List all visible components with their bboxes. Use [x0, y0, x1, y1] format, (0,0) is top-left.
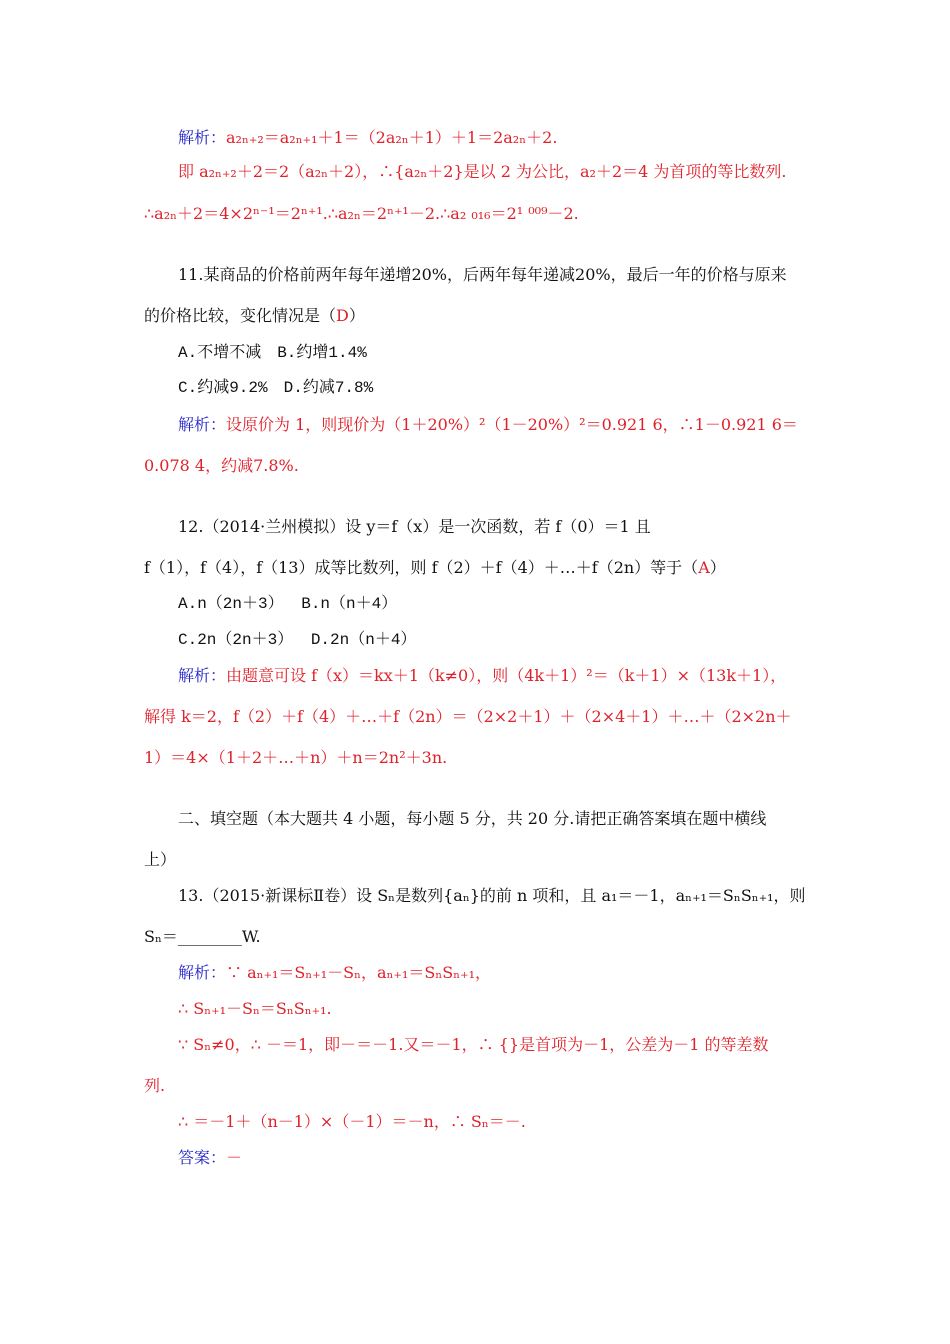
section2-heading-line1: 二、填空题（本大题共 4 小题，每小题 5 分，共 20 分.请把正确答案填在题中横线	[178, 809, 767, 828]
solution-text: a₂ₙ₊₂＝a₂ₙ₊₁＋1＝（2a₂ₙ＋1）＋1＝2a₂ₙ＋2.	[226, 128, 558, 147]
q11-options-ab: A.不增不减 B.约增1.4%	[178, 344, 367, 362]
q12-options-ab: A.n（2n＋3） B.n（n＋4）	[178, 595, 398, 613]
q10-solution-line2: 即 a₂ₙ₊₂＋2＝2（a₂ₙ＋2），∴{a₂ₙ＋2}是以 2 为公比，a₂＋2＝4 为首项的等比数列.	[178, 162, 787, 181]
solution-label: 解析：	[178, 128, 227, 147]
q12-close-paren: ）	[709, 558, 726, 577]
q13-solution-line3: ∵ Sₙ≠0，∴ －＝1，即－＝－1.又＝－1，∴ {}是首项为－1，公差为－1 的等差数	[178, 1035, 769, 1054]
q12-answer: A	[698, 558, 710, 577]
q12-solution-line1	[178, 665, 786, 687]
q11-stem-text: 的价格比较，变化情况是（	[144, 306, 337, 325]
q12-stem-line2	[144, 557, 726, 579]
q12-solution-line3: 1）＝4×（1＋2＋…＋n）＋n＝2n²＋3n.	[144, 748, 448, 767]
q12-stem-text: f（1），f（4），f（13）成等比数列，则 f（2）＋f（4）＋…＋f（2n）等于（	[144, 558, 699, 577]
solution-text: 由题意可设 f（x）＝kx＋1（k≠0），则（4k＋1）²＝（k＋1）×（13k＋1），	[226, 666, 787, 685]
solution-label: 解析：	[178, 963, 227, 982]
q13-stem-line1: 13.（2015·新课标Ⅱ卷）设 Sₙ是数列{aₙ}的前 n 项和，且 a₁＝－1，aₙ₊₁＝SₙSₙ₊₁，则	[178, 886, 806, 905]
q11-close-paren: ）	[348, 306, 365, 325]
q13-solution-line2: ∴ Sₙ₊₁－Sₙ＝SₙSₙ₊₁.	[178, 999, 332, 1018]
solution-label: 解析：	[178, 415, 227, 434]
answer-text: －	[226, 1148, 243, 1167]
q12-solution-line2: 解得 k＝2，f（2）＋f（4）＋…＋f（2n）＝（2×2＋1）＋（2×4＋1）＋…＋（2×2n＋	[144, 707, 792, 726]
solution-label: 解析：	[178, 666, 227, 685]
q13-solution-line5: ∴ ＝－1＋（n－1）×（－1）＝－n，∴ Sₙ＝－.	[178, 1112, 526, 1131]
q10-solution-line3: ∴a₂ₙ＋2＝4×2ⁿ⁻¹＝2ⁿ⁺¹.∴a₂ₙ＝2ⁿ⁺¹－2.∴a₂ ₀₁₆＝2¹ ⁰⁰⁹－2.	[144, 204, 579, 223]
q11-solution-line2: 0.078 4，约减7.8%.	[144, 456, 299, 475]
q11-stem-line1: 11.某商品的价格前两年每年递增20%，后两年每年递减20%，最后一年的价格与原来	[178, 265, 787, 284]
answer-label: 答案：	[178, 1148, 227, 1167]
q11-options-cd: C.约减9.2% D.约减7.8%	[178, 379, 374, 397]
q13-answer-line	[178, 1147, 242, 1169]
q11-answer: D	[336, 306, 349, 325]
q10-solution-line1	[178, 127, 557, 149]
solution-text: ∵ aₙ₊₁＝Sₙ₊₁－Sₙ，aₙ₊₁＝SₙSₙ₊₁，	[226, 963, 491, 982]
q11-stem-line2	[144, 305, 365, 327]
q12-options-cd: C.2n（2n＋3） D.2n（n＋4）	[178, 631, 417, 649]
q13-solution-line1	[178, 962, 491, 984]
q12-stem-line1: 12.（2014·兰州模拟）设 y＝f（x）是一次函数，若 f（0）＝1 且	[178, 517, 651, 536]
q11-solution-line1	[178, 414, 798, 436]
q13-solution-line4: 列.	[144, 1076, 166, 1095]
q13-stem-line2: Sₙ＝________W.	[144, 927, 261, 946]
section2-heading-line2: 上）	[144, 850, 177, 869]
solution-text: 设原价为 1，则现价为（1＋20%）²（1－20%）²＝0.921 6，∴1－0.921 6＝	[226, 415, 798, 434]
